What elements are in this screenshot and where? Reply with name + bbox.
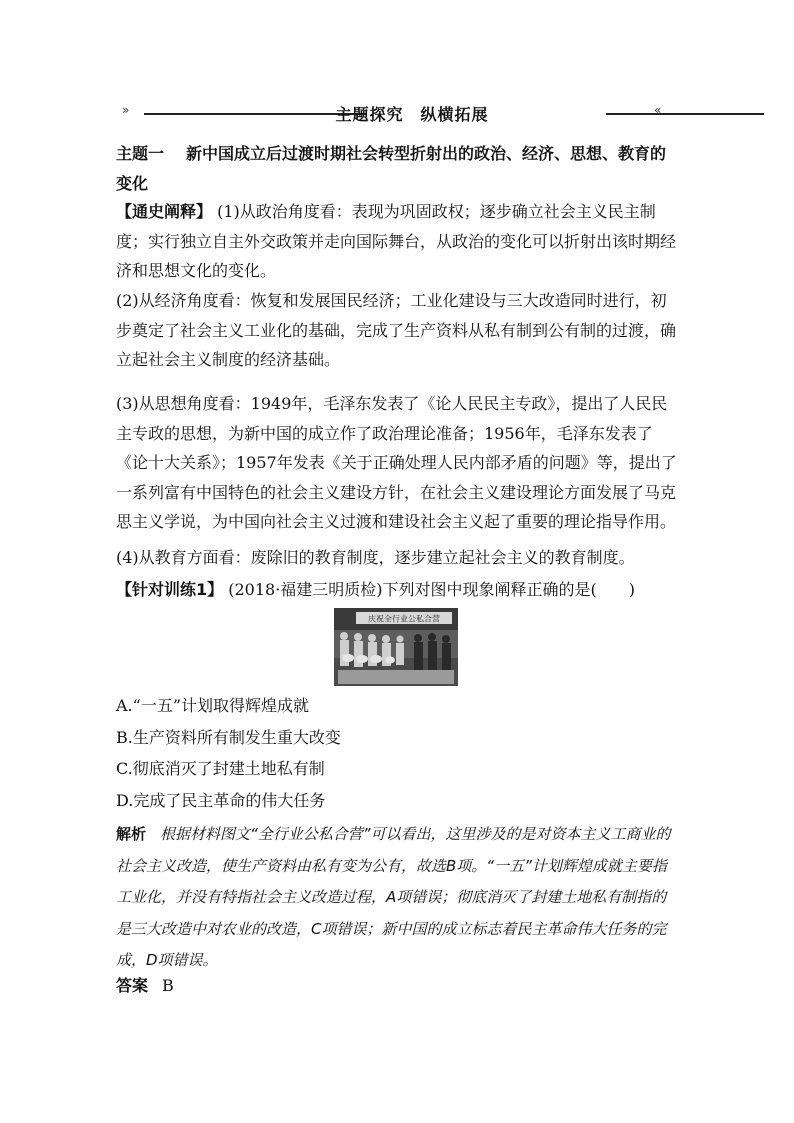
option-a[interactable]: A.“一五”计划取得辉煌成就 xyxy=(116,696,310,715)
topic-text: 新中国成立后过渡时期社会转型折射出的政治、经济、思想、教育的变化 xyxy=(116,144,667,193)
section-title: 主题探究 纵横拓展 xyxy=(335,105,489,124)
analysis-label: 解析 xyxy=(116,825,147,843)
historical-photo xyxy=(334,608,458,686)
question-label: 【针对训练1】 xyxy=(116,580,224,599)
options-list xyxy=(116,690,678,816)
right-chevron-icon: « xyxy=(654,103,660,117)
answer-line xyxy=(116,971,174,1000)
photo-banner-text: 庆祝全行业公私合营 xyxy=(368,614,440,624)
explanation-label: 【通史阐释】 xyxy=(116,202,213,221)
explanation-paragraph-4: (4)从教育方面看：废除旧的教育制度，逐步建立起社会主义的教育制度。 xyxy=(116,548,635,567)
explanation-paragraph-1 xyxy=(116,197,678,286)
question-text: (2018·福建三明质检)下列对图中现象阐释正确的是( ) xyxy=(228,580,636,599)
photo-illustration xyxy=(334,608,458,686)
topic-heading xyxy=(116,139,678,198)
question-stem xyxy=(116,575,678,605)
answer-label: 答案 xyxy=(116,976,149,995)
left-chevron-icon: » xyxy=(122,103,128,117)
option-d[interactable]: D.完成了民主革命的伟大任务 xyxy=(116,790,326,810)
answer-value: B xyxy=(162,976,174,995)
explanation-text-1: (1)从政治角度看：表现为巩固政权；逐步确立社会主义民主制度；实行独立自主外交政策并走向国际舞台，从政治的变化可以折射出该时期经济和思想文化的变化。 xyxy=(116,202,677,280)
option-b[interactable]: B.生产资料所有制发生重大改变 xyxy=(116,727,341,747)
explanation-paragraph-2: (2)从经济角度看：恢复和发展国民经济；工业化建设与三大改造同时进行，初步奠定了社会主义工业化的基础，完成了生产资料从私有制到公有制的过渡，确立起社会主义制度的经济基础。 xyxy=(116,291,677,369)
analysis-text: 根据材料图文“全行业公私合营”可以看出，这里涉及的是对资本主义工商业的社会主义改造，使生产资料由私有变为公有，故选B项。“一五”计划辉煌成就主要指工业化，并没有特指社会主义改造过程，A项错误；彻底消灭了封建土地私有制指的是三大改造中对农业的改造，C项错误；新中国的成立标志着民主革命伟大任务的完成，D项错误。 xyxy=(116,825,671,969)
section-banner xyxy=(118,100,678,128)
topic-label: 主题一 xyxy=(116,144,165,163)
option-c[interactable]: C.彻底消灭了封建土地私有制 xyxy=(116,759,325,778)
analysis-block xyxy=(116,819,678,977)
banner-rule-right xyxy=(606,113,764,115)
explanation-paragraph-3: (3)从思想角度看：1949年，毛泽东发表了《论人民民主专政》，提出了人民民主专政的思想，为新中国的成立作了政治理论准备；1956年，毛泽东发表了《论十大关系》；1957年发表《关于正确处理人民内部矛盾的问题》等，提出了一系列富有中国特色的社会主义建设方针，在社会主义建设理论方面发展了马克思主义学说，为中国向社会主义过渡和建设社会主义起了重要的理论指导作用。 xyxy=(116,394,677,531)
